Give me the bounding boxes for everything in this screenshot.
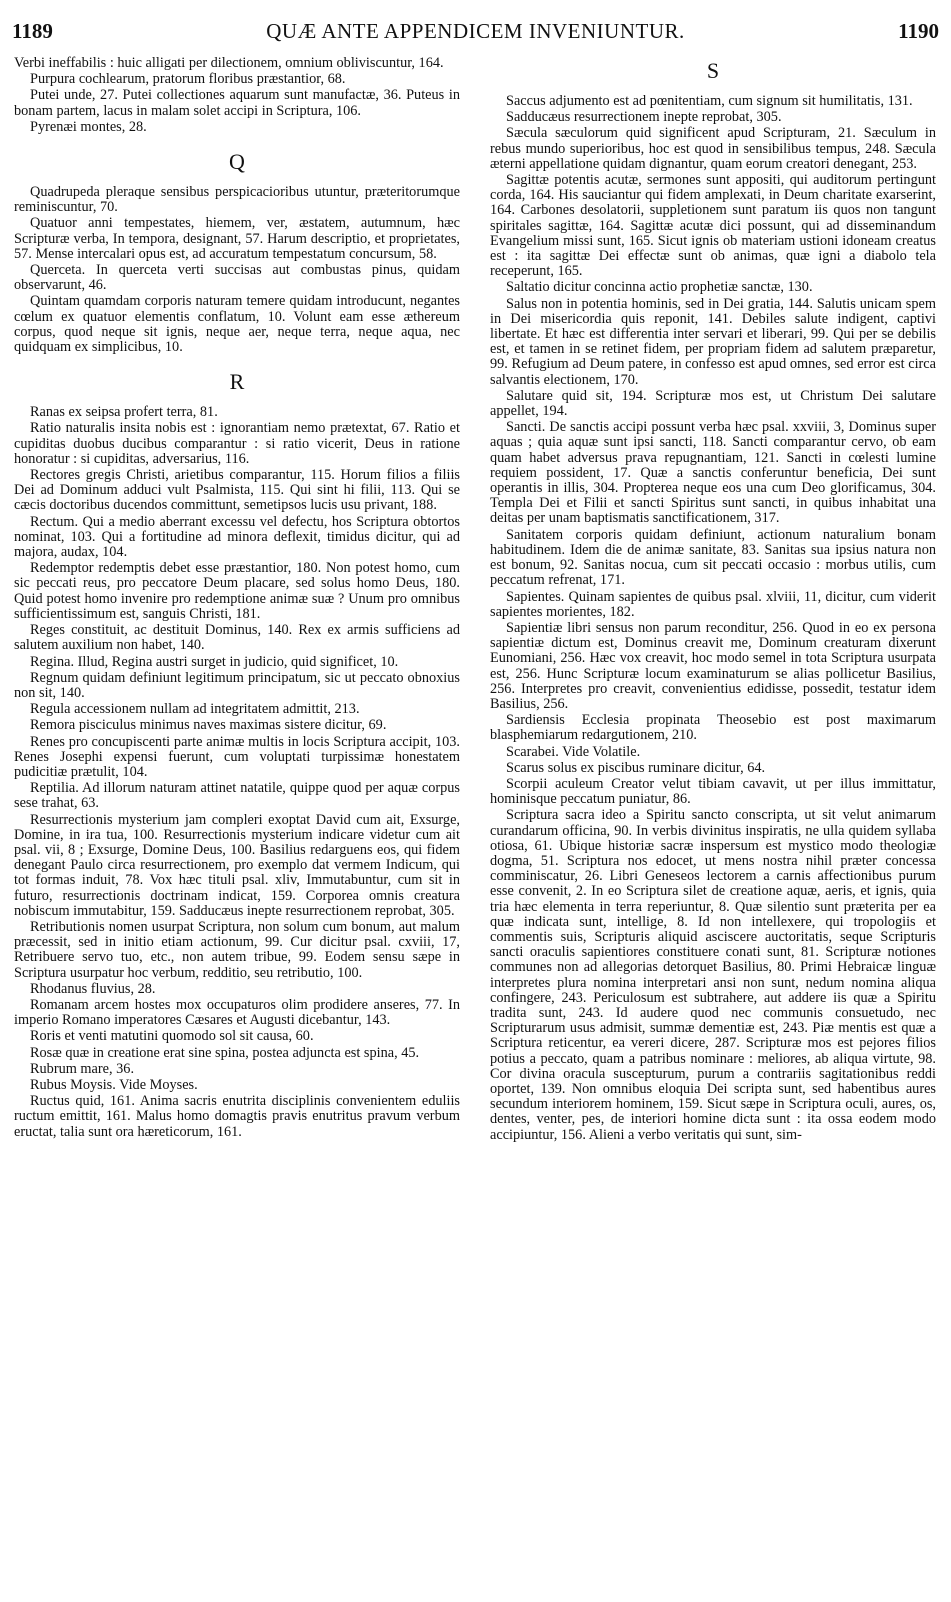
index-entry: Rosæ quæ in creatione erat sine spina, postea adjuncta est spina, 45.: [30, 1044, 420, 1061]
index-entry: Ranas ex seipsa profert terra, 81.: [30, 404, 218, 421]
index-entry: Quintam quamdam corporis naturam temere quidam introducunt, negantes cœlum ex quatuor elementis conflatum, 10. Volunt eam esse æthereum corpus, quod neque sit ignis, neque aer, neque terra, neque aqua, nec quidquam ex simplicibus, 10.: [14, 293, 460, 356]
index-entry: Renes pro concupiscenti parte animæ multis in locis Scriptura accipit, 103. Renes Josephi expensi fuerunt, cum voluptati turpissimæ honestatem pudicitiæ prætulit, 104.: [14, 733, 460, 780]
index-entry: Scarus solus ex piscibus ruminare dicitur, 64.: [506, 759, 766, 776]
index-entry: Sardiensis Ecclesia propinata Theosebio est post maximarum blasphemiarum redargutionem, 210.: [490, 712, 936, 744]
index-entry: Regina. Illud, Regina austri surget in judicio, quid significet, 10.: [30, 653, 399, 670]
index-entry: Romanam arcem hostes mox occupaturos olim prodidere anseres, 77. In imperio Romano imperatores Cæsares et Augusti dicebantur, 143.: [14, 996, 460, 1029]
index-entry: Ratio naturalis insita nobis est : ignorantiam nemo prætextat, 67. Ratio et cupiditas duobus ducibus comparantur : si ratio vicerit, Deus in ratione honoratur : si cupiditas, adversarius, 116.: [14, 420, 460, 467]
page-header: [12, 18, 939, 44]
index-entry: Scarabei. Vide Volatile.: [506, 743, 641, 760]
index-entry: Sapientiæ libri sensus non parum reconditur, 256. Quod in eo ex persona sapientiæ dictum est, Dominus creavit me, Dominum creaturam dixerunt Eunomiani, 256. Hæc vox creavit, hoc modo semel in tota Scriptura usurpata est, 256. Hunc Scripturæ locum examinaturum se alias pollicetur Basilius, 256. Interpretes pro creavit, convenientius edidisse, possedit, testatur idem Basilius, 256.: [490, 619, 936, 712]
left-column-number: 1189: [12, 19, 53, 43]
index-entry: Quatuor anni tempestates, hiemem, ver, æstatem, autumnum, hæc Scripturæ verba, In tempora, designant, 57. Harum descriptio, et proprietates, 57. Mense intercalari opus est, ad accuratum tempestatum concursum, 58.: [14, 215, 460, 262]
index-entry: Rubus Moysis. Vide Moyses.: [30, 1076, 198, 1093]
index-entry: Sanitatem corporis quidam definiunt, actionum naturalium bonam habitudinem. Idem die de animæ sanitate, 83. Sanitas sua ipsius natura non est bonum, 92. Sanitas nocua, cum sit peccati occasio : morbus utilis, cum peccatum refrenat, 171.: [490, 526, 936, 589]
index-entry: Scriptura sacra ideo a Spiritu sancto conscripta, ut sit velut animarum curandarum officina, 90. In verbis divinitus inspiratis, ne ulla quidem syllaba otiosa, 61. Ubique historiæ sacræ inspersum est mystico modo theologiæ dogma, 51. Scriptura nos edocet, ut mens nostra nihil præter concessa comminiscatur, 26. Libri Geneseos lectorem a carnis affectionibus purum esse convenit, 2. In eo Scriptura silet de creatione aquæ, aeris, et ignis, quia tria hæc elementa in terra reperiuntur, 8. Quæ silentio sunt præterita per ea quæ indicata sunt, intellige, 8. Id non intellexere, qui tropologiis et commentis suis, Scripturis aliquid asciscere auctoritatis, seque Scripturis sancti oraculis sapientiores constituere conati sunt, 81. Scripturæ notiones communes non ad allegorias detorquet Basilius, 80. Primi Hebraicæ linguæ interpretes plura nomina interpretari ansi non sunt, nedum nomina aliqua confingere, 243. Periculosum est subtrahere, aut addere iis quæ a Spiritu tradita sunt, 243. Id audere quod nec communis consuetudo, nec Scripturarum usus admisit, summæ dementiæ est, 243. Piæ mentis est quæ a Scriptura reticentur, ea vereri dicere, 287. Scripturæ mos est pejores filios potius a peccato, quam a patribus nominare : meliores, ab aliqua virtute, 98. Cor divina oracula suscepturum, purum a contrariis sagitationibus reddi oportet, 139. Non omnibus eloquia Dei scripta sunt, sed habentibus aures secundum interiorem hominem, 159. Sicut sæpe in Scriptura oculi, aures, os, dentes, venter, pes, de interiori homine dicta sunt : ita ossa eodem modo accipiuntur, 156. Alieni a verbo veritatis qui sunt, sim-: [490, 807, 936, 1143]
index-entry: Resurrectionis mysterium jam compleri exoptat David cum ait, Exsurge, Domine, in ira tua, 100. Resurrectionis mysterium indicare videtur cum ait psal. vii, 8 ; Exsurge, Domine Deus, 100. Basilius redarguens eos, qui fidem denegant Paulo circa resurrectionem, pro exemplo dat vermem Indicum, qui tot formas induit, 78. Vox hæc tituli psal. xliv, Immutabuntur, cum sit in futuro, resurrectionis doctrinam indicat, 159. Corporea omnis creatura nobiscum immutabitur, 159. Sadducæus inepte resurrectionem reprobat, 305.: [14, 811, 460, 919]
index-entry: Regula accessionem nullam ad integritatem admittit, 213.: [30, 701, 360, 718]
index-entry: Redemptor redemptis debet esse præstantior, 180. Non potest homo, cum sic peccati reus, pro peccatore Deum placare, sed solus homo Deus, 180. Quid potest homo invenire pro redemptione animæ suæ ? Unum pro omnibus sufficientissimum est, sanguis Christi, 181.: [14, 560, 460, 622]
index-entry: Pyrenæi montes, 28.: [30, 118, 147, 135]
index-entry: Remora pisciculus minimus naves maximas sistere dicitur, 69.: [30, 717, 387, 734]
right-column-number: 1190: [898, 19, 939, 43]
index-entry: Salutare quid sit, 194. Scripturæ mos est, ut Christum Dei salutare appellet, 194.: [490, 387, 936, 420]
index-entry: Scorpii aculeum Creator velut tibiam cavavit, ut per illus immittatur, hominisque peccatum puniatur, 86.: [490, 775, 936, 808]
index-entry: Ructus quid, 161. Anima sacris enutrita disciplinis convenientem eduliis ructum emittit, 161. Malus homo domagtis pravis enutritus pravum verbum eructat, talia sunt ora hæreticorum, 161.: [14, 1093, 460, 1140]
index-entry: Reges constituit, ac destituit Dominus, 140. Rex ex armis sufficiens ad salutem auxilium non habet, 140.: [14, 622, 460, 654]
index-entry: Reptilia. Ad illorum naturam attinet natatile, quippe quod per aquæ corpus sese trahat, 63.: [14, 780, 460, 812]
index-entry: Regnum quidam definiunt legitimum principatum, sic ut peccato obnoxius non sit, 140.: [14, 669, 460, 701]
section-letter-r: R: [229, 369, 245, 395]
right-index-column: [490, 56, 936, 1596]
index-entry: Sapientes. Quinam sapientes de quibus psal. xlviii, 11, dicitur, cum viderit sapientes morientes, 182.: [490, 588, 936, 620]
index-entry: Sagittæ potentis acutæ, sermones sunt appositi, qui auditorum pertingunt corda, 164. His sauciantur qui fidem amplexati, in Deum charitate exarserint, 164. Carbones desolatorii, suppletionem sunt paratum iis quos non tangunt spiritales sagittæ, 164. Sagittæ acutæ dici possunt, qui ad disseminandum Evangelium missi sunt, 165. Sicut ignis ob materiam ustioni idoneam creatus est : ita sagittæ Dei effectæ sunt ob animas, quæ igni a diabolo tela receperunt, 165.: [490, 172, 936, 280]
index-entry: Saltatio dicitur concinna actio prophetiæ sanctæ, 130.: [506, 279, 813, 296]
index-entry: Rectores gregis Christi, arietibus comparantur, 115. Horum filios a filiis Dei ad Dominum adduci vult Psalmista, 115. Qui sint hi filii, 113. Qui se cæcis doctoribus ducendos committunt, semetipsos lucis usu privant, 188.: [14, 467, 460, 514]
index-entry: Roris et venti matutini quomodo sol sit causa, 60.: [30, 1028, 314, 1045]
index-entry: Retributionis nomen usurpat Scriptura, non solum cum bonum, aut malum præcessit, sed in initio etiam actionum, 99. Cur dicitur psal. cxviii, 17, Retribuere servo tuo, etc., non autem tribue, 99. Eodem sensu sæpe in Scriptura usurpatur hoc verbum, redditio, seu retributio, 100.: [14, 918, 460, 981]
index-entry: Sadducæus resurrectionem inepte reprobat, 305.: [506, 109, 782, 126]
running-head: QUÆ ANTE APPENDICEM INVENIUNTUR.: [266, 19, 685, 43]
index-entry: Verbi ineffabilis : huic alligati per dilectionem, omnium obliviscuntur, 164.: [14, 56, 444, 71]
index-entry: Sancti. De sanctis accipi possunt verba hæc psal. xxviii, 3, Dominus super aquas ; quia aquæ sunt ipsi sancti, 118. Sancti comparantur cervo, ob eam quam habet adversus prava repugnantiam, 121. Sancti in cœlesti lumine requiem possident, 17. Quæ a sanctis conferuntur beneficia, Dei sunt operantis in illis, 304. Propterea neque eos una cum Deo glorificamus, 304. Templa Dei et Filii et sancti Spiritus sunt sancti, in quibus inhabitat una deitas per unam baptismatis sanctificationem, 317.: [490, 419, 936, 527]
section-letter-s: S: [706, 58, 720, 83]
index-entry: Rhodanus fluvius, 28.: [30, 980, 156, 997]
section-letter-q: Q: [229, 149, 245, 175]
index-entry: Sæcula sæculorum quid significent apud Scripturam, 21. Sæculum in rebus mundo superioribus, hoc est quod in sensibilibus tempus, 248. Sæcula æterni appellatione quidam dignantur, quam eorum creatori denegant, 253.: [490, 125, 936, 172]
index-entry: Salus non in potentia hominis, sed in Dei gratia, 144. Salutis unicam spem in Dei misericordia quis reponit, 141. Debiles salute indigent, captivi libertate. Et hæc est differentia inter servari et liberari, 99. Qui per se debilis est, et tamen in se retinet fidem, per propriam fidem ad salutem præparetur, 99. Refugium ad Deum patere, in confesso est apud omnes, sed error est circa salvantis electionem, 170.: [490, 295, 936, 388]
index-entry: Querceta. In querceta verti succisas aut combustas pinus, quidam observarunt, 46.: [14, 262, 460, 294]
index-entry: Rubrum mare, 36.: [30, 1060, 135, 1077]
index-entry: Quadrupeda pleraque sensibus perspicacioribus utuntur, præteritorumque reminiscuntur, 70.: [14, 184, 460, 216]
index-entry: Purpura cochlearum, pratorum floribus præstantior, 68.: [30, 71, 346, 88]
index-entry: Saccus adjumento est ad pœnitentiam, cum signum sit humilitatis, 131.: [506, 93, 913, 109]
index-entry: Putei unde, 27. Putei collectiones aquarum sunt manufactæ, 36. Puteus in bonam partem, lacus in malam solet accipi in Scriptura, 106.: [14, 87, 460, 119]
left-index-column: [14, 56, 460, 1596]
index-entry: Rectum. Qui a medio aberrant excessu vel defectu, hos Scriptura obtortos nominat, 103. Qui a fortitudine ad minora deflexit, timidus dicitur, qui ad majora, audax, 104.: [14, 513, 460, 561]
